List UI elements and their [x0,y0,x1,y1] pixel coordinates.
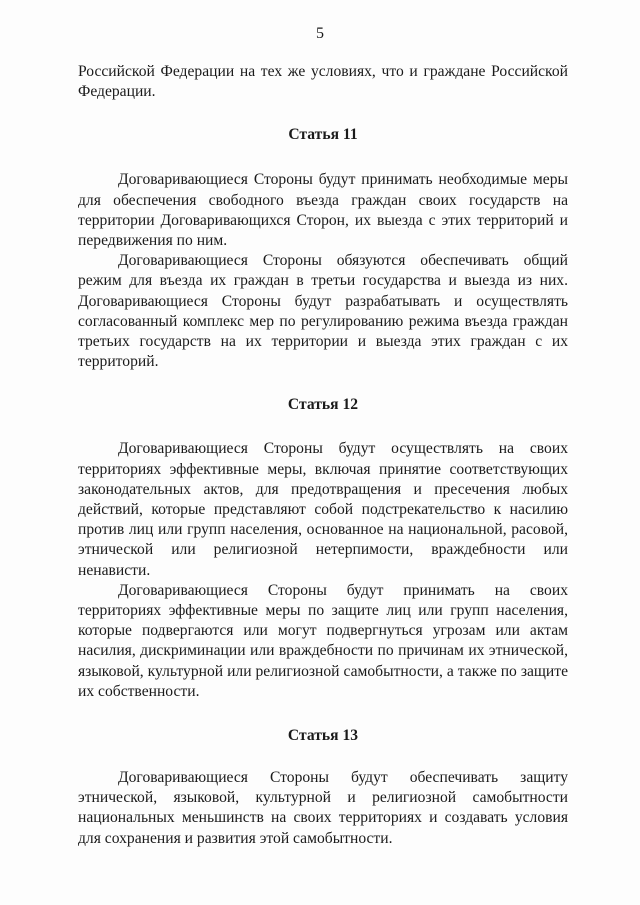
article-11-paragraph-1: Договаривающиеся Стороны будут принимать необходимые меры для обеспечения свободного въезда граждан своих государств на территории Договаривающихся Сторон, их выезда с этих территорий и передвижения по ним. [78,171,568,250]
article-13-paragraph-1: Договаривающиеся Стороны будут обеспечивать защиту этнической, языковой, культурной и религиозной самобытности национальных меньшинств на своих территориях и создавать условия для сохранения и развития этой самобытности. [78,769,568,847]
article-12-paragraph-1: Договаривающиеся Стороны будут осуществлять на своих территориях эффективные меры, включая принятие соответствующих законодательных актов, для предотвращения и пресечения любых действий, которые представляют собой подстрекательство к насилию против лиц или групп населения, основанное на национальной, расовой, этнической или религиозной нетерпимости, враждебности или ненависти. [78,440,568,579]
article-11-paragraph-2: Договаривающиеся Стороны обязуются обеспечивать общий режим для въезда их граждан в третьи государства и выезда из них. Договаривающиеся Стороны будут разрабатывать и осуществлять согласованный комплекс мер по регулированию режима въезда граждан третьих государств на их территории и выезда этих граждан с их территорий. [78,252,568,371]
page-number: 5 [316,25,324,42]
document-body [78,62,568,849]
article-13-heading: Статья 13 [287,727,359,745]
article-12-paragraph-2: Договаривающиеся Стороны будут принимать на своих территориях эффективные меры по защите лиц или групп населения, которые подвергаются или могут подвергнуться угрозам или актам насилия, дискриминации или враждебности по причинам их этнической, языковой, культурной или религиозной самобытности, а также по защите их собственности. [78,581,568,700]
article-11-heading: Статья 11 [288,126,358,144]
article-12-heading: Статья 12 [287,396,359,414]
continuation-paragraph: Российской Федерации на тех же условиях, что и граждане Российской Федерации. [78,63,568,101]
